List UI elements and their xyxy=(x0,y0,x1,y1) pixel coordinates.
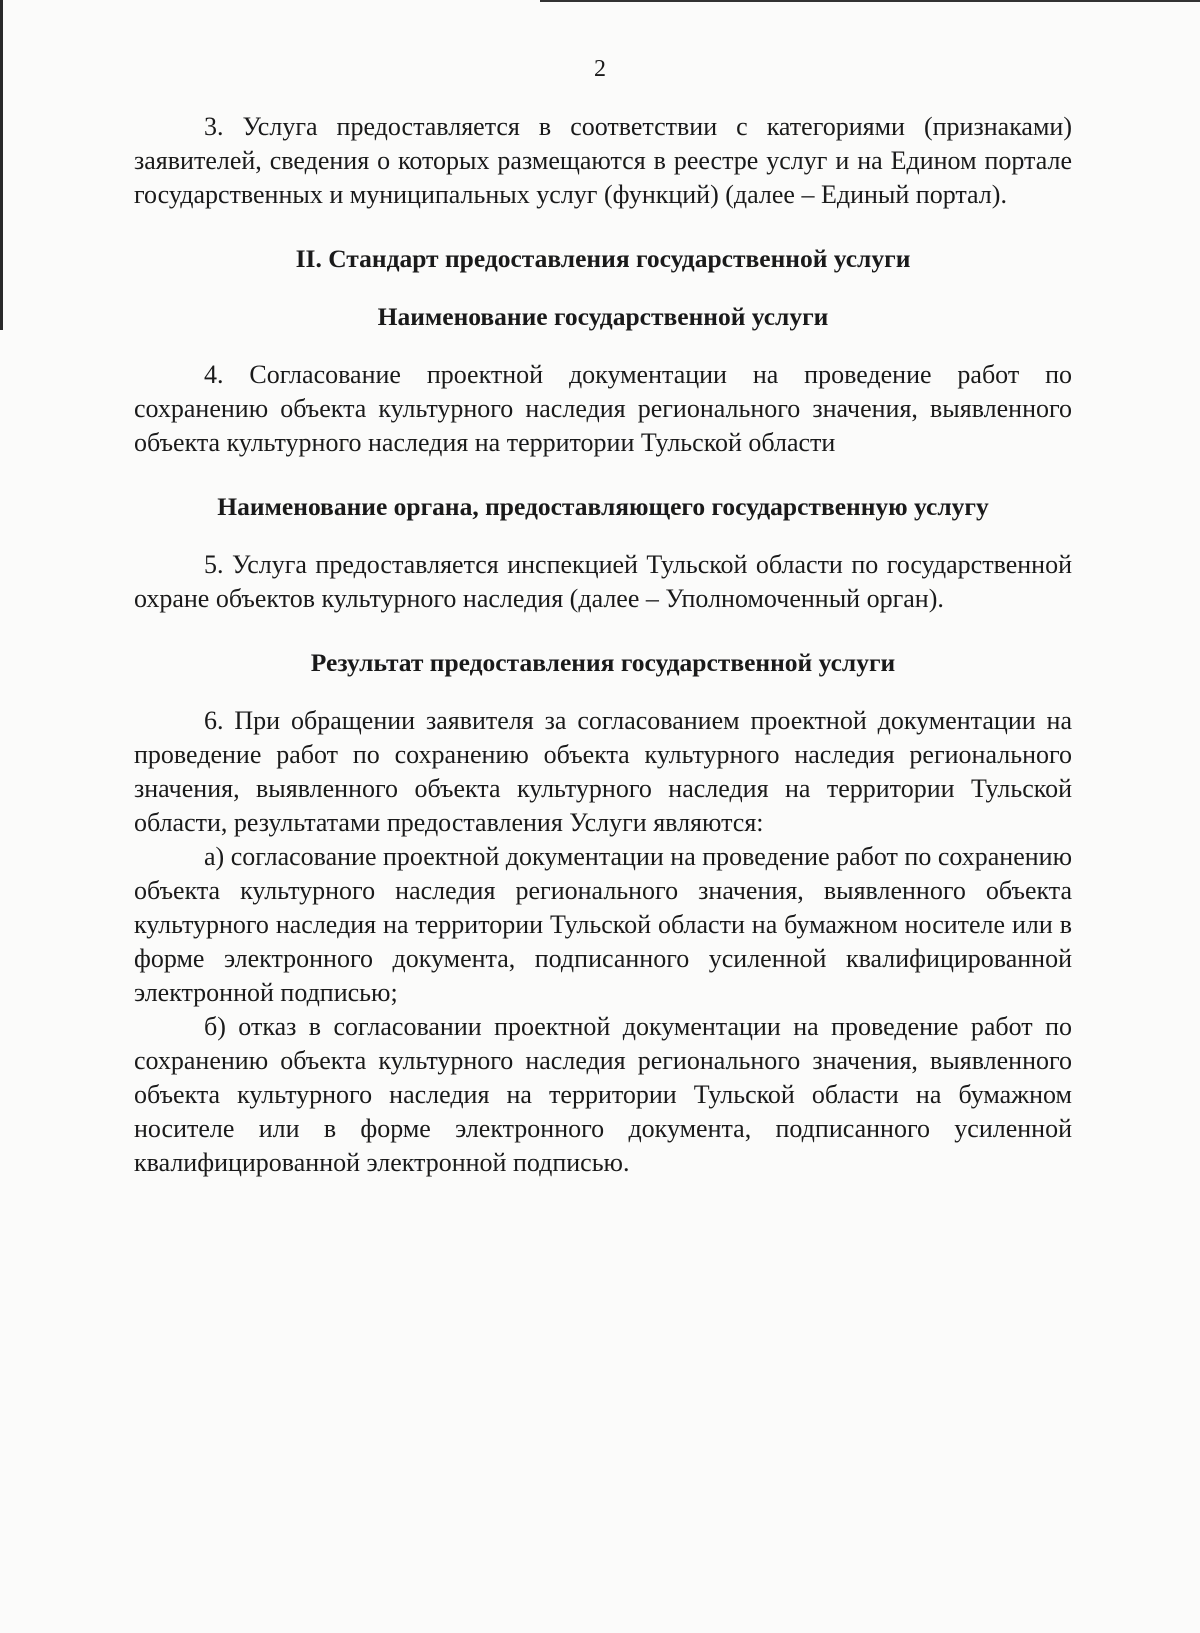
document-body xyxy=(134,110,1072,1180)
scan-edge-left xyxy=(0,0,3,330)
subheading-authority: Наименование органа, предоставляющего государственную услугу xyxy=(217,492,989,521)
paragraph-5: 5. Услуга предоставляется инспекцией Тульской области по государственной охране объектов культурного наследия (далее – Уполномоченный орган). xyxy=(134,550,1072,613)
paragraph-3: 3. Услуга предоставляется в соответствии с категориями (признаками) заявителей, сведения о которых размещаются в реестре услуг и на Едином портале государственных и муниципальных услуг (функций) (далее – Единый портал). xyxy=(134,112,1072,209)
subheading-service-name: Наименование государственной услуги xyxy=(377,302,829,331)
section-heading-standard: II. Стандарт предоставления государственной услуги xyxy=(295,244,911,273)
page-number: 2 xyxy=(594,56,606,82)
paragraph-6b: б) отказ в согласовании проектной документации на проведение работ по сохранению объекта культурного наследия регионального значения, выявленного объекта культурного наследия на территории Тульской области на бумажном носителе или в форме электронного документа, подписанного усиленной квалифицированной электронной подписью. xyxy=(134,1012,1072,1177)
subheading-result: Результат предоставления государственной услуги xyxy=(310,648,896,677)
scan-edge-top xyxy=(540,0,1200,2)
paragraph-6a: а) согласование проектной документации на проведение работ по сохранению объекта культурного наследия регионального значения, выявленного объекта культурного наследия на территории Тульской области на бумажном носителе или в форме электронного документа, подписанного усиленной квалифицированной электронной подписью; xyxy=(134,842,1072,1007)
paragraph-4: 4. Согласование проектной документации на проведение работ по сохранению объекта культурного наследия регионального значения, выявленного объекта культурного наследия на территории Тульской области xyxy=(134,360,1072,457)
paragraph-6: 6. При обращении заявителя за согласованием проектной документации на проведение работ по сохранению объекта культурного наследия регионального значения, выявленного объекта культурного наследия на территории Тульской области, результатами предоставления Услуги являются: xyxy=(134,706,1072,837)
